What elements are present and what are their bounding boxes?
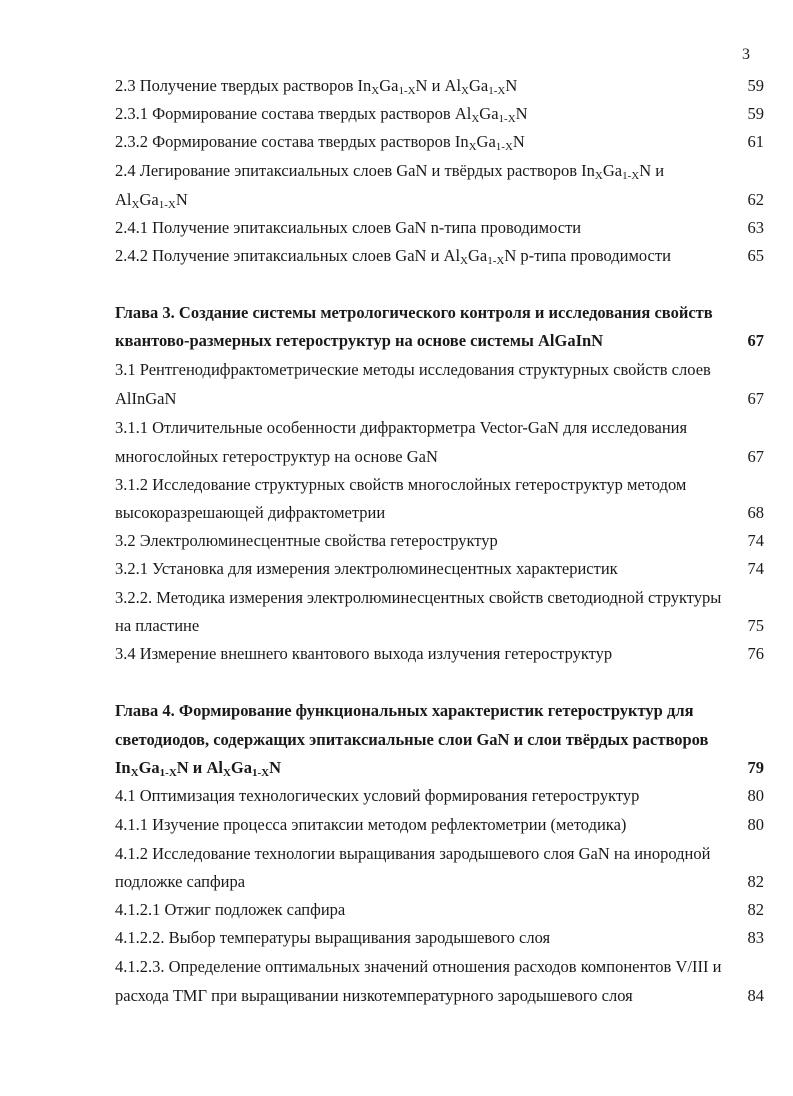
toc-entry-page: 65: [747, 246, 764, 265]
toc-entry-text: 3.2 Электролюминесцентные свойства гетероструктур: [115, 531, 498, 550]
toc-entry-text: 4.1.2 Исследование технологии выращивания зародышевого слоя GaN на инородной: [115, 844, 711, 863]
toc-entry-page: 68: [747, 503, 764, 522]
toc-entry-page: 80: [747, 815, 764, 834]
toc-entry-text: Глава 3. Создание системы метрологического контроля и исследования свойств: [115, 303, 713, 322]
toc-entry-text: 2.4.1 Получение эпитаксиальных слоев GaN n-типа проводимости: [115, 218, 582, 237]
toc-entry-page: 75: [747, 616, 764, 635]
toc-entry-text: 3.1.2 Исследование структурных свойств многослойных гетероструктур методом: [115, 475, 687, 494]
toc-entry-text: 2.4 Легирование эпитаксиальных слоев GaN и твёрдых растворов $In_XGa_{1-X}N$ и: [115, 161, 665, 182]
toc-entry-text: 2.3.1 Формирование состава твердых растворов $Al_XGa_{1-X}N$: [115, 104, 528, 125]
toc-entry-text: $Al_XGa_{1-X}N$: [115, 190, 188, 211]
toc-entry-text: 4.1 Оптимизация технологических условий формирования гетероструктур: [115, 786, 640, 805]
toc-entry-text: $In_XGa_{1-X}N$ и $Al_XGa_{1-X}N$: [115, 758, 282, 779]
toc-entry-page: 67: [747, 389, 764, 408]
toc-entry-page: 59: [747, 76, 764, 95]
page-number: 3: [742, 46, 750, 63]
toc-entry-text: 2.3 Получение твердых растворов $In_XGa_{1-X}N$ и $Al_XGa_{1-X}N$: [115, 76, 518, 97]
toc-entry-text: многослойных гетероструктур на основе GaN: [115, 447, 438, 466]
toc-entry-page: 80: [747, 786, 764, 805]
toc-entry-text: 4.1.2.3. Определение оптимальных значений отношения расходов компонентов V/III и: [115, 957, 722, 976]
toc-entry-text: 4.1.2.2. Выбор температуры выращивания зародышевого слоя: [115, 928, 551, 947]
toc-entry-page: 83: [747, 928, 764, 947]
toc-entry-page: 82: [747, 872, 764, 891]
toc-entry-text: 3.1 Рентгенодифрактометрические методы исследования структурных свойств слоев: [115, 360, 711, 379]
toc-entry-page: 67: [747, 331, 764, 350]
toc-entry-page: 63: [747, 218, 764, 237]
toc-entry-text: 3.4 Измерение внешнего квантового выхода излучения гетероструктур: [115, 644, 613, 663]
toc-entry-text: 2.3.2 Формирование состава твердых растворов $In_XGa_{1-X}N$: [115, 132, 525, 153]
toc-entry-page: 59: [747, 104, 764, 123]
toc-entry-text: на пластине: [115, 616, 200, 635]
toc-entry-text: 4.1.2.1 Отжиг подложек сапфира: [115, 900, 346, 919]
toc-entry-page: 74: [747, 559, 764, 578]
toc-entry-text: светодиодов, содержащих эпитаксиальные слои GaN и слои твёрдых растворов: [115, 730, 709, 749]
toc-entry-page: 84: [747, 986, 764, 1005]
toc-entry-text: подложке сапфира: [115, 872, 246, 891]
toc-entry-text: квантово-размерных гетероструктур на основе системы AlGaInN: [115, 331, 604, 350]
toc-entry-page: 67: [747, 447, 764, 466]
toc-entry-text: высокоразрешающей дифрактометрии: [115, 503, 386, 522]
toc-entry-text: расхода ТМГ при выращивании низкотемпературного зародышевого слоя: [115, 986, 633, 1005]
toc-entry-page: 74: [747, 531, 764, 550]
toc-entry-text: Глава 4. Формирование функциональных характеристик гетероструктур для: [115, 701, 694, 720]
toc-entry-page: 79: [747, 758, 764, 777]
toc-entry-text: 3.1.1 Отличительные особенности дифракторметра Vector-GaN для исследования: [115, 418, 688, 437]
toc-entry-text: AlInGaN: [115, 389, 177, 408]
toc-entry-page: 62: [747, 190, 764, 209]
toc-entry-text: 3.2.2. Методика измерения электролюминесцентных свойств светодиодной структуры: [115, 588, 722, 607]
toc-entry-text: 3.2.1 Установка для измерения электролюминесцентных характеристик: [115, 559, 618, 578]
toc-entry-text: 4.1.1 Изучение процесса эпитаксии методом рефлектометрии (методика): [115, 815, 627, 834]
toc-entry-page: 61: [747, 132, 764, 151]
toc-entry-text: 2.4.2 Получение эпитаксиальных слоев GaN и $Al_XGa_{1-X}N$ p-типа проводимости: [115, 246, 671, 267]
toc-entry-page: 76: [747, 644, 764, 663]
toc-entry-page: 82: [747, 900, 764, 919]
